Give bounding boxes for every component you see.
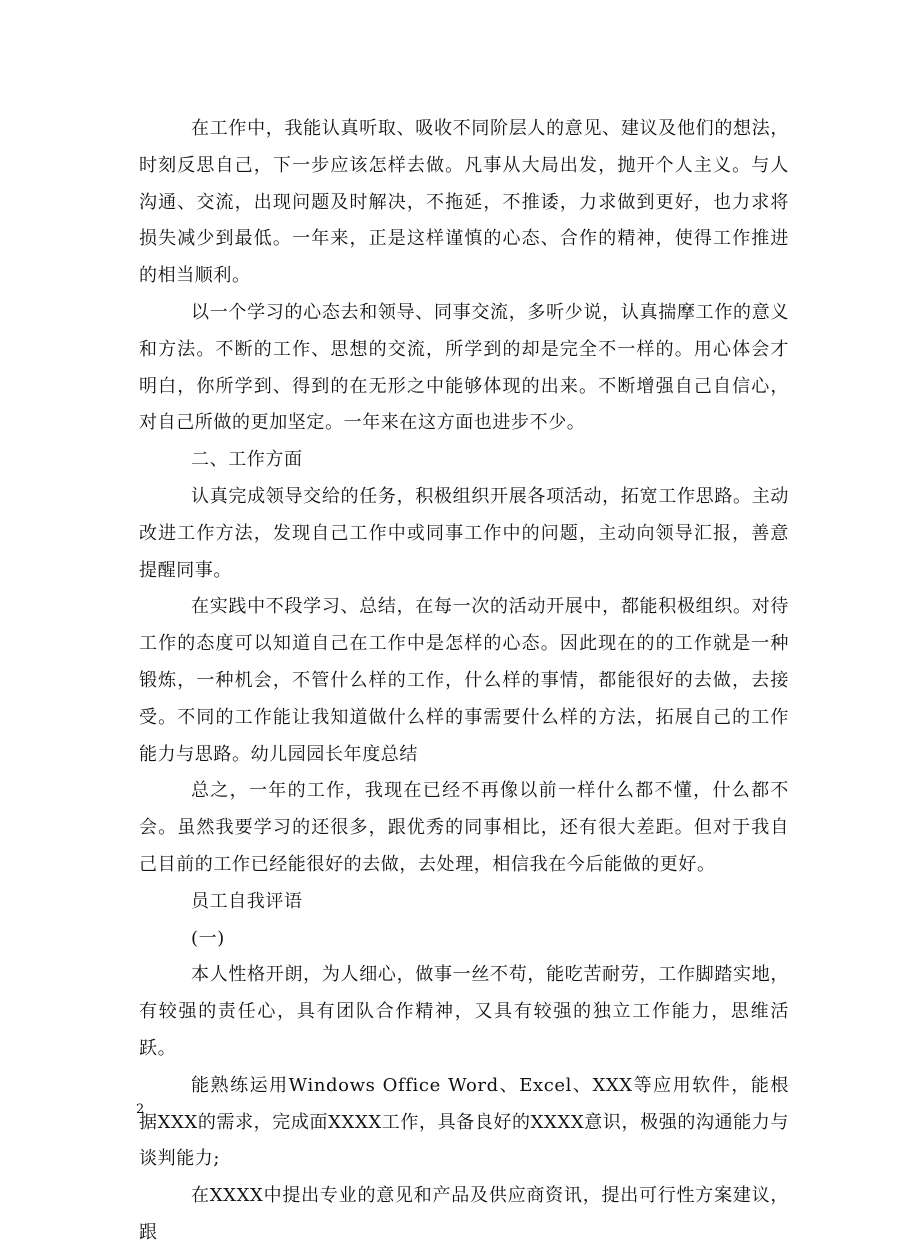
section-heading-work: 二、工作方面 bbox=[191, 449, 303, 471]
paragraph-practice-learning: 在实践中不段学习、总结，在每一次的活动开展中，都能积极组织。对待工作的态度可以知道自己在工作中是怎样的心态。因此现在的的工作就是一种锻炼，一种机会，不管什么样的工作，什么样的事情，都能很好的去做，去接受。不同的工作能让我知道做什么样的事需要什么样的方法，拓展自己的工作能力与思路。幼儿园园长年度总结 bbox=[139, 596, 789, 765]
paragraph-teamwork: 在工作中，我能认真听取、吸收不同阶层人的意见、建议及他们的想法，时刻反思自己，下一步应该怎样去做。凡事从大局出发，抛开个人主义。与人沟通、交流，出现问题及时解决，不拖延，不推诿，力求做到更好，也力求将损失减少到最低。一年来，正是这样谨慎的心态、合作的精神，使得工作推进的相当顺利。 bbox=[139, 118, 789, 287]
paragraph-summary: 总之，一年的工作，我现在已经不再像以前一样什么都不懂，什么都不会。虽然我要学习的还很多，跟优秀的同事相比，还有很大差距。但对于我自己目前的工作已经能很好的去做，去处理，相信我在今后能做的更好。 bbox=[139, 780, 789, 875]
paragraph-learning-attitude: 以一个学习的心态去和领导、同事交流，多听少说，认真揣摩工作的意义和方法。不断的工作、思想的交流，所学到的却是完全不一样的。用心体会才明白，你所学到、得到的在无形之中能够体现的出来。不断增强自己自信心，对自己所做的更加坚定。一年来在这方面也进步不少。 bbox=[139, 301, 789, 434]
paragraph-software-skills: 能熟练运用Windows Office Word、Excel、XXX等应用软件，能根据XXX的需求，完成面XXXX工作，具备良好的XXXX意识，极强的沟通能力与谈判能力; bbox=[139, 1074, 789, 1170]
subsection-marker: (一) bbox=[191, 927, 225, 949]
paragraph-professional-advice: 在XXXX中提出专业的意见和产品及供应商资讯，提出可行性方案建议，跟 bbox=[139, 1185, 789, 1243]
paragraph-personality: 本人性格开朗，为人细心，做事一丝不苟，能吃苦耐劳，工作脚踏实地，有较强的责任心，具有团队合作精神，又具有较强的独立工作能力，思维活跃。 bbox=[139, 964, 789, 1059]
page-number: 2 bbox=[136, 1102, 145, 1117]
paragraph-complete-tasks: 认真完成领导交给的任务，积极组织开展各项活动，拓宽工作思路。主动改进工作方法，发现自己工作中或同事工作中的问题，主动向领导汇报，善意提醒同事。 bbox=[139, 485, 789, 581]
section-heading-self-evaluation: 员工自我评语 bbox=[191, 890, 303, 912]
document-body bbox=[139, 111, 789, 1252]
